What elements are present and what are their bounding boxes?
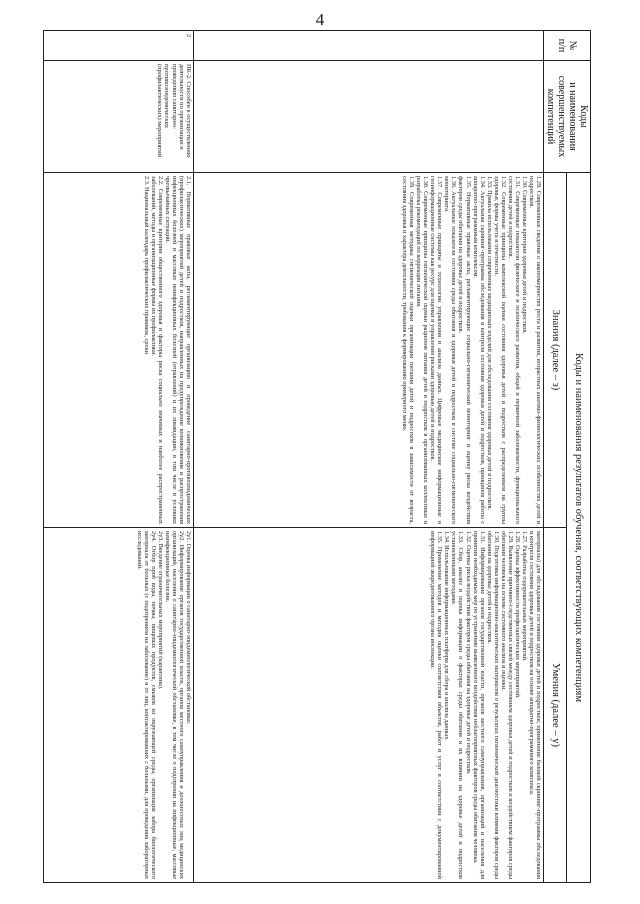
- skill-item: 1.30. Подготовка информационно-аналитических материалов о результатах гигиенической диагностики влияния факторов среды обитания на здоровье детей и подростков.: [485, 531, 500, 880]
- knowledge-item: 1.36. Актуальные показатели состояния среды обитания и здоровья детей и подростков в системе социально-гигиенического мониторинга.: [443, 176, 458, 524]
- skill-item: 2у4. Отбор проб воды, почвы, пищевых продуктов, смывов из окружающей среды, организация забора биологического материала от больных (с подозрением на заболевание) и от лиц, контактировавших с больными, для проведения лабораторных исследований.: [135, 531, 157, 880]
- competency-table: [43, 30, 591, 883]
- row-2-knowledge: [44, 173, 194, 528]
- row-2-number: 2: [44, 31, 194, 61]
- skill-item: 1.31. Информирование органов государственной власти, органов местного самоуправления, организаций и населения для принятия необходимых мер по устранению выявленного воздействия неблагоприятных факторов среды обитания человека.: [471, 531, 486, 880]
- skill-item: 1.34. Использование информационных платформ для сбора и анализа данных.: [443, 531, 451, 742]
- skill-item: материалы) для обследования состояния здоровья детей и подростков; применение базовой скрининг-программы обследования и контроля состояния здоровья детей и подростков на основе аппаратно-программного комплекса.: [527, 531, 542, 880]
- row-2-skills: [44, 528, 194, 883]
- knowledge-item: 2.3. Национальный календарь профилактических прививок, сроки: [142, 176, 150, 354]
- competency-table-sheet: [43, 30, 591, 882]
- skill-item: 1.28. Оценка эффективности профилактических мероприятий.: [513, 531, 521, 699]
- row-1-number: [194, 31, 544, 61]
- knowledge-item: 1.33. Правила использования современных медицинских изделий для обследования состояния здоровья детей и подростков.: [485, 176, 493, 510]
- knowledge-item: 1.37. Современные принципы и технологии управления и анализа данных. Цифровые медицинские информационные и геоинформационные системы как ресурс для оценки и управления рисками здоровью детей и подростков.: [429, 176, 444, 524]
- skill-item: 1.29. Выявление причинно-следственных связей между состоянием здоровья детей и подростков и воздействием факторов среды обитания человека на основе системного анализа и оценки.: [499, 531, 514, 880]
- header-knowledge: Знания (далее – з): [544, 173, 568, 528]
- row-1-skills: [194, 528, 544, 883]
- skill-item: 2у3. Введение ограничительных мероприятий (карантина).: [156, 531, 164, 690]
- knowledge-item: 1.32. Современные принципы комплексной оценки состояния здоровья детей и подростков с распределением на группы здоровья, формы учета и отчетности.: [492, 176, 507, 524]
- knowledge-item: 1.34. Актуальная скрининг-программа обследования и контроля состояния здоровья детей и подростков, принципов работы с аппаратно-программным комплексом.: [471, 176, 486, 524]
- header-codes-text: Коды и наименования совершенствуемых компетенций: [545, 75, 589, 158]
- skill-item: 2у2. Информирование органов государственной власти, органов местного самоуправления и должностных лиц медицинских организаций, населения о санитарно-эпидемиологической обстановке, в том числе о подозрении на инфекционные, массовые неинфекционные болезни.: [163, 531, 185, 880]
- skill-item: 1.32. Оценка риска воздействия факторов среды обитания на здоровье детей и подростков.: [464, 531, 472, 775]
- knowledge-item: 1.38. Современные принципы гигиенической оценки рационов питания детей и подростков в организованных коллективах и разработка рекомендаций по коррекции питания.: [415, 176, 430, 524]
- knowledge-item: 1.30. Современные критерии здоровья детей и подростков.: [520, 176, 528, 334]
- skill-item: 2у1. Оценка информации о санитарно-эпидемиологической обстановке.: [185, 531, 192, 725]
- row-2-competence: ПК-2. Способен к осуществлению деятельности по организации и проведению санитарно-противоэпидемических (профилактических) мероприятий: [44, 61, 194, 173]
- header-results-group: Коды и наименования результатов обучения, соответствующих компетенциям: [567, 173, 591, 883]
- header-codes: [544, 61, 591, 173]
- skill-item: 1.33. Сбор, анализ и оценка информации о факторах среды обитания и их влиянии на здоровье детей и подростков установленными методами.: [450, 531, 465, 880]
- knowledge-item: 1.29. Современные сведения о закономерностях роста и развития, возрастных анатомо-физиологических особенностях детей и подростков.: [527, 176, 542, 524]
- knowledge-item: 1.39. Современная методика гигиенической оценки организации питания детей и подростков в зависимости от возраста, состояния здоровья и характера деятельности, требования к формированию примерного меню.: [401, 176, 416, 524]
- skill-item: 1.27. Разработка оздоровительных мероприятий.: [520, 531, 528, 662]
- knowledge-item: 2.1. Нормативные правовые акты, регламентирующие организацию и проведение санитарно-противоэпидемических (профилактических) мероприятий детей и подростков, направленных на предупреждение возникновения и распространения инфекционных болезней и массовых неинфекционных болезней (отравлений) и их ликвидацию, в том числе в условиях чрезвычайных ситуаций.: [163, 176, 192, 524]
- row-1-knowledge: [194, 173, 544, 528]
- page-number: 4: [315, 10, 325, 29]
- skill-item: 1.35. Применение методов и методик оценки соответствия объектов, работ и услуг в соответствии с документированной информацией аккредитованного органа инспекции.: [429, 531, 444, 880]
- header-number-text: № п/п: [556, 38, 578, 53]
- row-1-competence: [194, 61, 544, 173]
- knowledge-item: 2.2. Современные критерии общественного здоровья и факторы риска социально значимых и наиболее распространенных заболеваний, методы и организационные формы их профилактики.: [149, 176, 164, 524]
- knowledge-item: 1.31. Современные показатели физического и психического развития, общей и первичной заболеваемости, функционального состояния детей и подростков.: [506, 176, 521, 524]
- header-skills: Умения (далее – у): [544, 528, 568, 883]
- header-number: [544, 31, 591, 61]
- knowledge-item: 1.35. Нормативные правовые акты, регламентирующие социально-гигиенический мониторинг и оценку риска воздействия факторов среды обитания на здоровье детей и подростков.: [457, 176, 472, 524]
